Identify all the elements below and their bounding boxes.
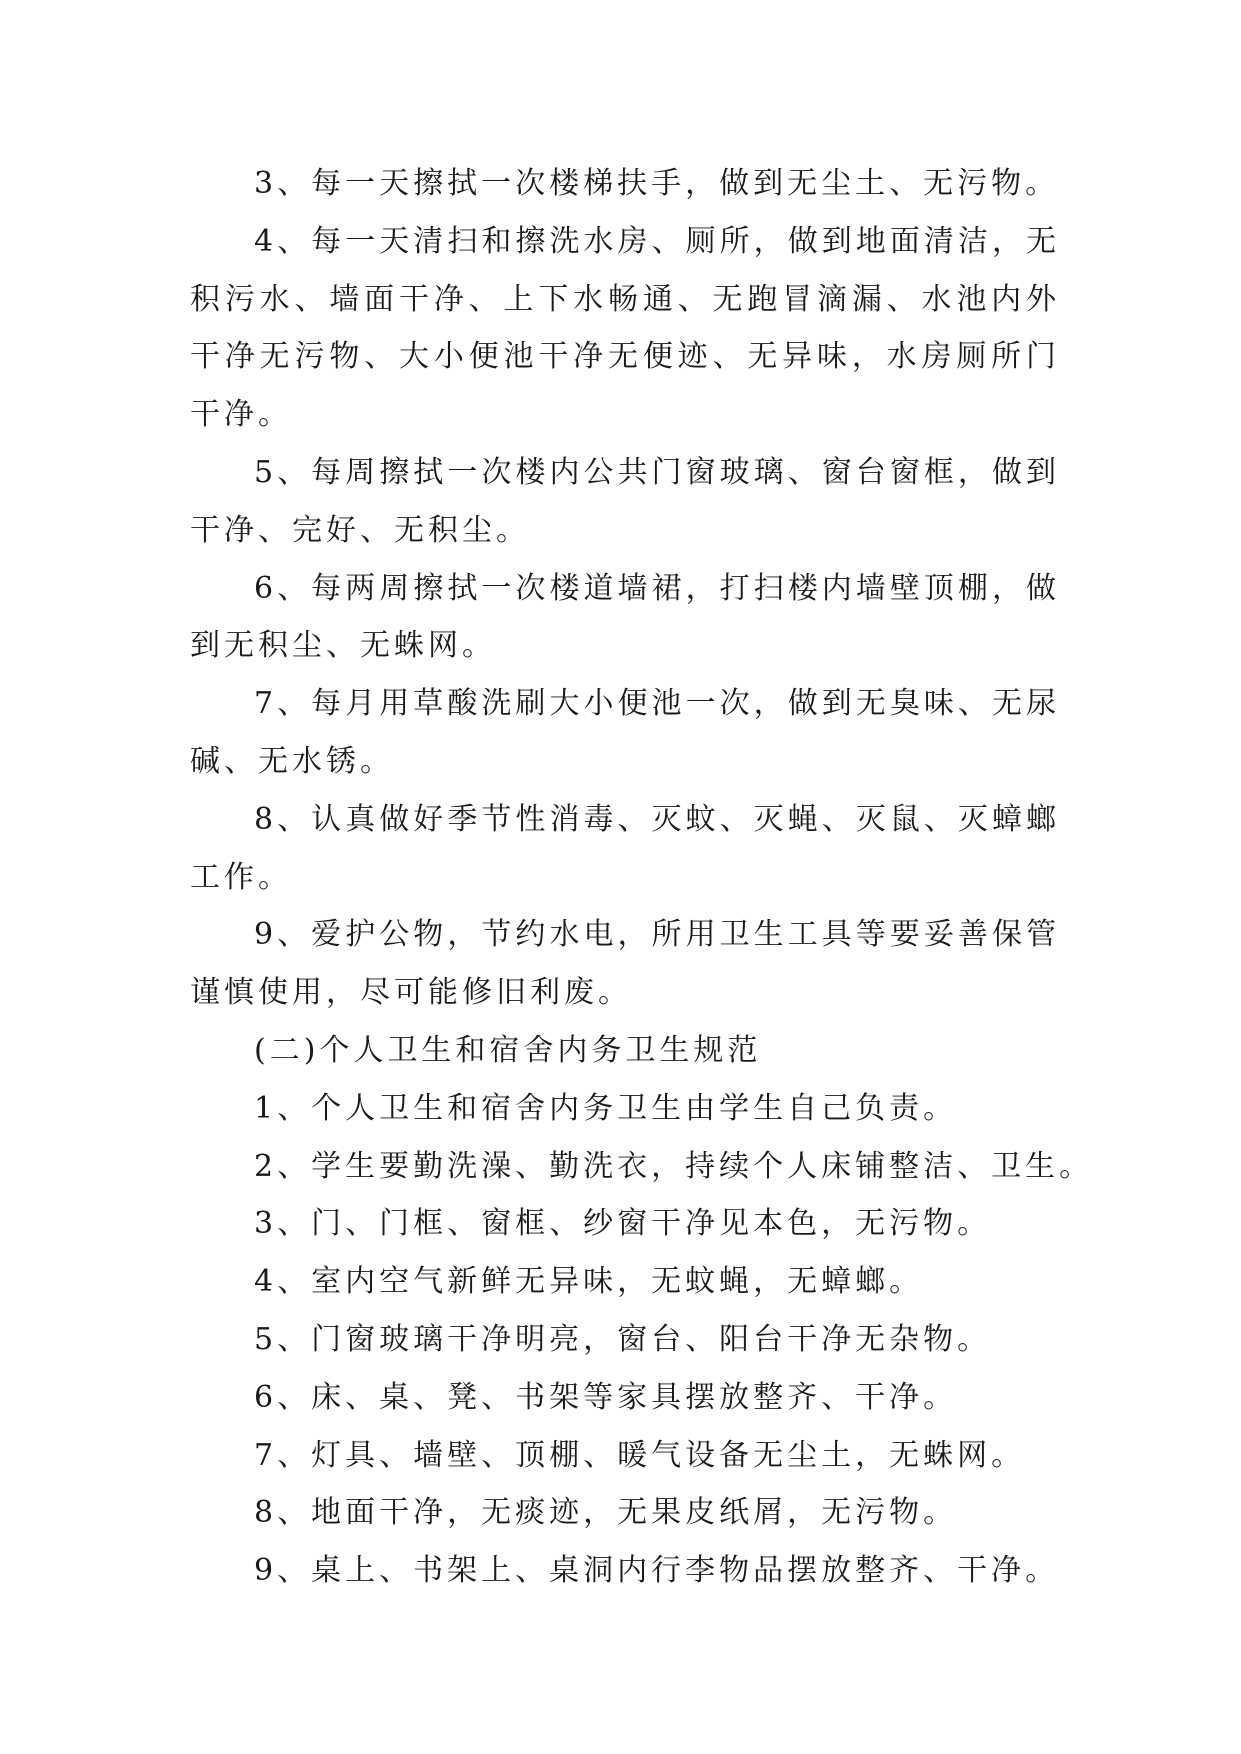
rule-item-3: 3、门、门框、窗框、纱窗干净见本色，无污物。 (254, 1206, 992, 1242)
rule-item-5: 5、门窗玻璃干净明亮，窗台、阳台干净无杂物。 (254, 1321, 992, 1357)
paragraph-item-5: 5、每周擦拭一次楼内公共门窗玻璃、窗台窗框，做到干净、完好、无积尘。 (190, 454, 1060, 548)
rule-item-2: 2、学生要勤洗澡、勤洗衣，持续个人床铺整洁、卫生。 (254, 1148, 1094, 1184)
paragraph-item-3: 3、每一天擦拭一次楼梯扶手，做到无尘土、无污物。 (254, 166, 1060, 201)
document-body (190, 155, 1094, 1600)
paragraph-item-8: 8、认真做好季节性消毒、灭蚊、灭蝇、灭鼠、灭蟑螂工作。 (190, 801, 1060, 895)
paragraph-item-6: 6、每两周擦拭一次楼道墙裙，打扫楼内墙壁顶棚，做到无积尘、无蛛网。 (190, 570, 1060, 664)
rule-item-8: 8、地面干净，无痰迹，无果皮纸屑，无污物。 (254, 1495, 958, 1531)
rule-item-9: 9、桌上、书架上、桌洞内行李物品摆放整齐、干净。 (254, 1553, 1060, 1589)
paragraph-item-9: 9、爱护公物，节约水电，所用卫生工具等要妥善保管谨慎使用，尽可能修旧利废。 (190, 917, 1060, 1011)
rule-item-6: 6、床、桌、凳、书架等家具摆放整齐、干净。 (254, 1379, 958, 1415)
rule-item-4: 4、室内空气新鲜无异味，无蚊蝇，无蟑螂。 (254, 1264, 924, 1300)
rule-item-7: 7、灯具、墙壁、顶棚、暖气设备无尘土，无蛛网。 (254, 1437, 1026, 1473)
rule-item-1: 1、个人卫生和宿舍内务卫生由学生自己负责。 (254, 1090, 958, 1126)
paragraph-item-4: 4、每一天清扫和擦洗水房、厕所，做到地面清洁，无积污水、墙面干净、上下水畅通、无跑冒滴漏、水池内外干净无污物、大小便池干净无便迹、无异味，水房厕所门干净。 (190, 223, 1060, 433)
section-heading: (二)个人卫生和宿舍内务卫生规范 (254, 1032, 762, 1068)
paragraph-item-7: 7、每月用草酸洗刷大小便池一次，做到无臭味、无尿碱、无水锈。 (190, 686, 1060, 779)
